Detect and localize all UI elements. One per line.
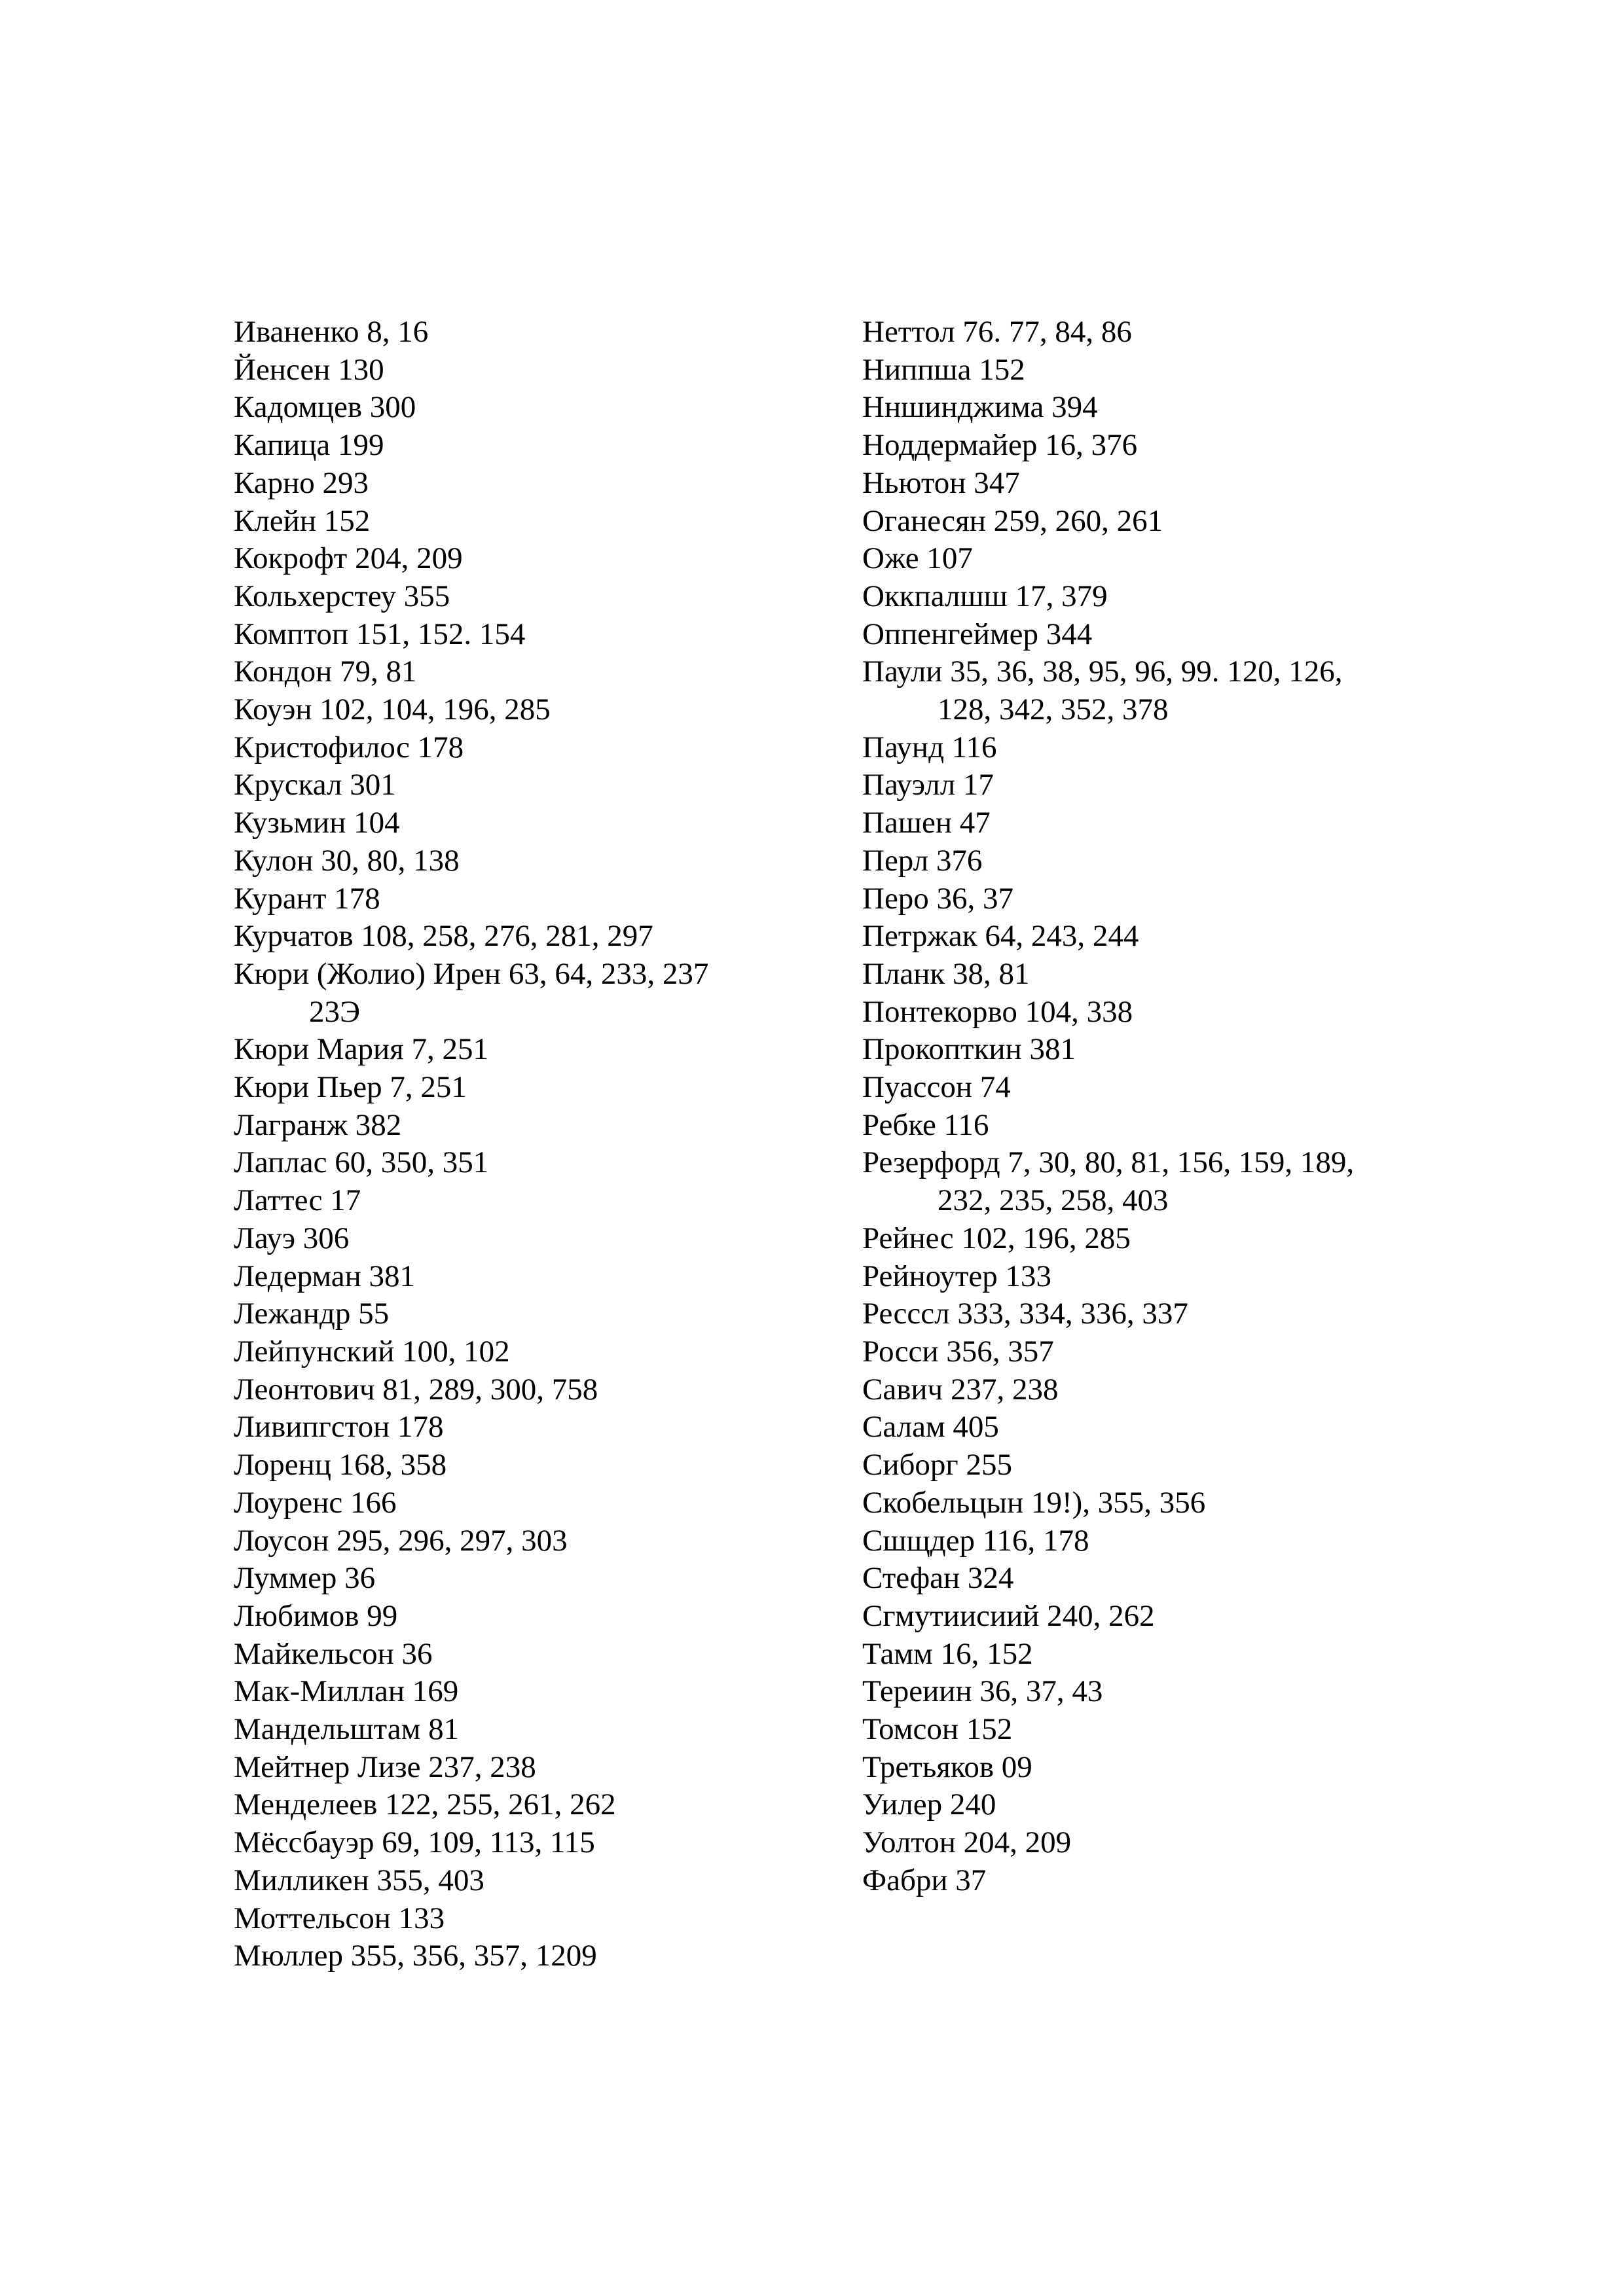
- index-entry-text: Ньютон 347: [862, 465, 1020, 500]
- index-entry-text: Кулон 30, 80, 138: [234, 843, 460, 878]
- index-entry-text: Коуэн 102, 104, 196, 285: [234, 692, 551, 727]
- index-entry-continuation: 128, 342, 352, 378: [938, 692, 1169, 727]
- index-entry: [862, 1144, 1451, 1219]
- index-entry-text: Кольхерстеу 355: [234, 579, 450, 613]
- index-entry: [234, 578, 862, 616]
- index-entry-text: Сшщдер 116, 178: [862, 1523, 1089, 1558]
- index-entry: [862, 1786, 1451, 1824]
- index-entry: [234, 1446, 862, 1484]
- index-entry: [234, 1107, 862, 1145]
- index-entry-text: Тереиин 36, 37, 43: [862, 1674, 1103, 1709]
- index-entry: [234, 1749, 862, 1787]
- index-entry-text: Ледерман 381: [234, 1259, 416, 1293]
- index-entry-text: Комптоп 151, 152. 154: [234, 617, 526, 651]
- index-entry-text: Мейтнер Лизе 237, 238: [234, 1749, 536, 1784]
- index-entry: [234, 1408, 862, 1446]
- index-entry: [234, 389, 862, 427]
- index-entry-text: Сгмутиисиий 240, 262: [862, 1598, 1155, 1633]
- index-entry-text: Йенсен 130: [234, 352, 384, 387]
- index-entry: [862, 540, 1451, 578]
- index-entry-text: Кюри Пьер 7, 251: [234, 1070, 467, 1105]
- index-entry-text: Прокопткин 381: [862, 1032, 1076, 1067]
- index-entry-text: Рейнес 102, 196, 285: [862, 1221, 1131, 1255]
- index-entry: [234, 1295, 862, 1333]
- index-entry: [234, 1824, 862, 1862]
- index-entry: [862, 1258, 1451, 1296]
- index-entry-text: Ниппша 152: [862, 352, 1025, 387]
- index-entry-text: Фабри 37: [862, 1863, 987, 1897]
- index-entry: [862, 1333, 1451, 1371]
- index-entry-text: Перо 36, 37: [862, 881, 1014, 916]
- index-entry-text: Лауэ 306: [234, 1221, 350, 1255]
- index-entry: [234, 766, 862, 804]
- index-entry: [862, 578, 1451, 616]
- index-entry-text: Уилер 240: [862, 1787, 996, 1822]
- index-entry-text: Мак-Миллан 169: [234, 1674, 459, 1709]
- index-entry-text: Лагранж 382: [234, 1107, 402, 1142]
- index-entry: [234, 1560, 862, 1598]
- index-entry-text: Оже 107: [862, 541, 973, 576]
- index-entry-text: Пауэлл 17: [862, 768, 994, 802]
- index-entry-text: Кадомцев 300: [234, 390, 416, 425]
- index-entry: [234, 1786, 862, 1824]
- index-entry: [234, 1862, 862, 1900]
- index-entry: [234, 1711, 862, 1749]
- index-entry-text: Лоуренс 166: [234, 1485, 397, 1520]
- index-entry: [862, 880, 1451, 918]
- index-entry: [234, 503, 862, 541]
- index-entry: [862, 1598, 1451, 1636]
- index-entry: [862, 1446, 1451, 1484]
- index-entry-text: Пуассон 74: [862, 1070, 1011, 1105]
- index-entry: [234, 1258, 862, 1296]
- index-entry-text: Мюллер 355, 356, 357, 1209: [234, 1939, 597, 1973]
- index-entry: [862, 1636, 1451, 1674]
- index-entry-text: Латтес 17: [234, 1183, 361, 1218]
- index-entry: [862, 351, 1451, 389]
- index-entry: [862, 1408, 1451, 1446]
- name-index-right-column: [862, 314, 1451, 1900]
- index-entry: [862, 389, 1451, 427]
- index-entry: [862, 653, 1451, 728]
- index-entry-text: Перл 376: [862, 843, 983, 878]
- index-entry-text: Третьяков 09: [862, 1749, 1032, 1784]
- index-entry: [862, 1371, 1451, 1409]
- index-entry-text: Луммер 36: [234, 1561, 376, 1596]
- index-entry-text: Майкельсон 36: [234, 1636, 433, 1671]
- index-entry-text: Сиборг 255: [862, 1448, 1012, 1482]
- index-entry-text: Капица 199: [234, 428, 384, 463]
- index-entry: [862, 1295, 1451, 1333]
- index-entry: [234, 616, 862, 654]
- index-entry-text: Кюри (Жолио) Ирен 63, 64, 233, 237: [234, 956, 709, 991]
- index-entry-text: Кристофилос 178: [234, 730, 464, 764]
- index-entry-text: Любимов 99: [234, 1598, 398, 1633]
- index-entry-text: Пашен 47: [862, 806, 991, 840]
- index-entry-text: Нншинджима 394: [862, 390, 1098, 425]
- index-entry-text: Тамм 16, 152: [862, 1636, 1033, 1671]
- index-entry-text: Паули 35, 36, 38, 95, 96, 99. 120, 126,: [862, 655, 1343, 689]
- index-entry: [862, 465, 1451, 503]
- index-entry-text: Оккпалшш 17, 379: [862, 579, 1108, 613]
- index-entry: [234, 1900, 862, 1938]
- index-entry: [862, 1862, 1451, 1900]
- index-entry: [234, 1069, 862, 1107]
- index-entry: [862, 314, 1451, 351]
- index-entry: [862, 503, 1451, 541]
- index-entry-text: Кузьмин 104: [234, 806, 400, 840]
- index-entry: [862, 729, 1451, 767]
- index-entry-text: Лоренц 168, 358: [234, 1448, 447, 1482]
- index-entry-text: Ливипгстон 178: [234, 1410, 444, 1444]
- index-entry-text: Мандельштам 81: [234, 1712, 460, 1747]
- index-entry: [234, 427, 862, 465]
- index-entry-text: Крускал 301: [234, 768, 396, 802]
- index-entry: [234, 314, 862, 351]
- index-entry: [234, 1371, 862, 1409]
- index-entry-text: Кондон 79, 81: [234, 655, 417, 689]
- index-entry-text: Иваненко 8, 16: [234, 315, 429, 349]
- index-entry: [862, 994, 1451, 1031]
- index-entry: [862, 1673, 1451, 1711]
- index-entry: [234, 804, 862, 842]
- index-entry-text: Росси 356, 357: [862, 1334, 1054, 1369]
- index-entry-text: Леонтович 81, 289, 300, 758: [234, 1372, 598, 1407]
- index-entry: [234, 691, 862, 729]
- index-entry: [862, 842, 1451, 880]
- index-entry-text: Менделеев 122, 255, 261, 262: [234, 1787, 616, 1822]
- index-entry: [862, 1560, 1451, 1598]
- index-entry: [234, 880, 862, 918]
- index-entry-text: Уолтон 204, 209: [862, 1825, 1072, 1860]
- index-entry: [862, 1107, 1451, 1145]
- index-entry-text: Карно 293: [234, 465, 369, 500]
- index-entry: [862, 1031, 1451, 1069]
- index-entry: [234, 729, 862, 767]
- index-entry: [862, 1484, 1451, 1522]
- index-entry: [234, 1937, 862, 1975]
- index-entry: [234, 540, 862, 578]
- index-entry: [862, 427, 1451, 465]
- index-entry-text: Паунд 116: [862, 730, 997, 764]
- index-entry: [234, 842, 862, 880]
- index-entry: [234, 918, 862, 956]
- index-entry-text: Стефан 324: [862, 1561, 1014, 1596]
- index-entry: [862, 804, 1451, 842]
- index-entry-text: Оганесян 259, 260, 261: [862, 503, 1163, 538]
- index-entry: [234, 1220, 862, 1258]
- index-entry: [234, 1333, 862, 1371]
- index-entry-text: Мёссбауэр 69, 109, 113, 115: [234, 1825, 595, 1860]
- index-entry-text: Милликен 355, 403: [234, 1863, 484, 1897]
- index-entry-text: Ресссл 333, 334, 336, 337: [862, 1297, 1188, 1331]
- index-entry-text: Курчатов 108, 258, 276, 281, 297: [234, 919, 653, 954]
- index-entry-text: Курант 178: [234, 881, 380, 916]
- index-entry: [234, 956, 862, 1031]
- index-entry: [234, 1484, 862, 1522]
- index-entry-text: Лейпунский 100, 102: [234, 1334, 510, 1369]
- index-entry-continuation: 232, 235, 258, 403: [938, 1183, 1169, 1218]
- index-entry: [234, 653, 862, 691]
- index-entry: [234, 1182, 862, 1220]
- index-entry: [862, 766, 1451, 804]
- index-entry-text: Петржак 64, 243, 244: [862, 919, 1139, 954]
- index-entry-text: Неттол 76. 77, 84, 86: [862, 315, 1132, 349]
- index-entry: [862, 1522, 1451, 1560]
- index-entry: [862, 956, 1451, 994]
- index-entry-text: Резерфорд 7, 30, 80, 81, 156, 159, 189,: [862, 1145, 1355, 1180]
- index-entry-text: Планк 38, 81: [862, 956, 1030, 991]
- index-entry: [862, 1749, 1451, 1787]
- index-entry-text: Кюри Мария 7, 251: [234, 1032, 489, 1067]
- index-entry: [862, 616, 1451, 654]
- index-entry: [862, 918, 1451, 956]
- index-entry-text: Ноддермайер 16, 376: [862, 428, 1138, 463]
- name-index-left-column: [234, 314, 862, 1975]
- index-entry-text: Клейн 152: [234, 503, 371, 538]
- index-entry-text: Кокрофт 204, 209: [234, 541, 463, 576]
- index-entry: [862, 1824, 1451, 1862]
- index-entry-text: Рейноутер 133: [862, 1259, 1052, 1293]
- index-entry: [234, 1522, 862, 1560]
- index-entry-text: Оппенгеймер 344: [862, 617, 1093, 651]
- index-entry-text: Моттельсон 133: [234, 1901, 445, 1935]
- index-entry: [234, 1144, 862, 1182]
- index-entry-text: Скобельцын 19!), 355, 356: [862, 1485, 1206, 1520]
- index-entry: [862, 1069, 1451, 1107]
- index-entry-text: Лежандр 55: [234, 1297, 390, 1331]
- index-entry: [862, 1711, 1451, 1749]
- index-entry-text: Понтекорво 104, 338: [862, 994, 1133, 1029]
- index-entry: [234, 351, 862, 389]
- index-entry-text: Салам 405: [862, 1410, 999, 1444]
- index-entry: [234, 465, 862, 503]
- index-entry-text: Лаплас 60, 350, 351: [234, 1145, 489, 1180]
- index-entry: [862, 1220, 1451, 1258]
- index-entry-text: Лоусон 295, 296, 297, 303: [234, 1523, 568, 1558]
- index-entry: [234, 1636, 862, 1674]
- index-entry-text: Ребке 116: [862, 1107, 989, 1142]
- index-entry: [234, 1031, 862, 1069]
- index-entry: [234, 1598, 862, 1636]
- index-entry-text: Томсон 152: [862, 1712, 1013, 1747]
- index-entry-continuation: 23Э: [309, 994, 361, 1029]
- index-entry: [234, 1673, 862, 1711]
- index-entry-text: Савич 237, 238: [862, 1372, 1059, 1407]
